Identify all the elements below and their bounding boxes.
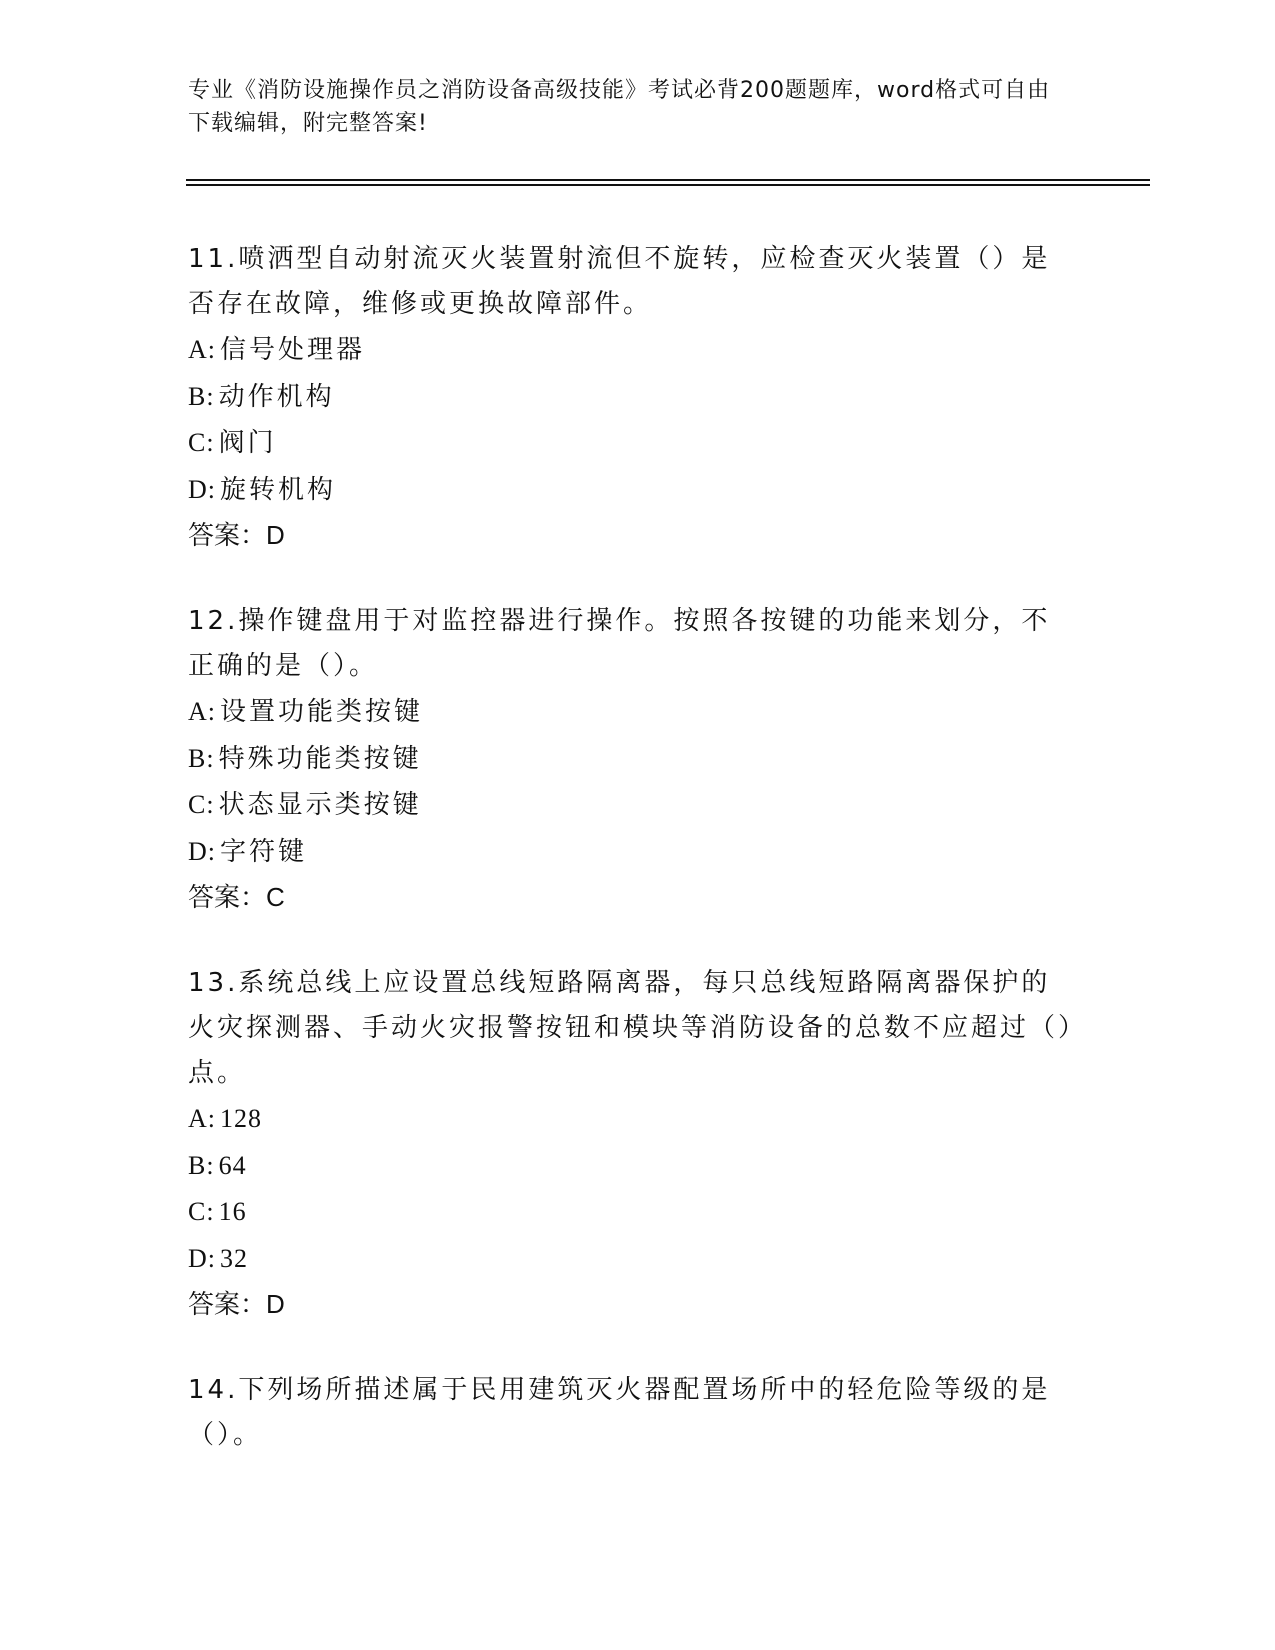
- answer-value: D: [266, 1289, 285, 1319]
- answer-label: 答案：: [188, 521, 267, 551]
- option-c: [188, 1189, 1078, 1236]
- option-text: 128: [220, 1104, 262, 1133]
- header-divider-bottom: [186, 184, 1150, 186]
- option-text: 信号处理器: [220, 335, 366, 365]
- option-letter: A:: [188, 1104, 216, 1133]
- answer-label: 答案：: [188, 1290, 267, 1320]
- option-letter: D:: [188, 1243, 216, 1273]
- question-text: 13.系统总线上应设置总线短路隔离器，每只总线短路隔离器保护的火灾探测器、手动火灾报警按钮和模块等消防设备的总数不应超过（）点。: [188, 968, 1075, 1088]
- question-12: [188, 599, 1078, 921]
- option-letter: B:: [188, 743, 215, 773]
- option-d: [188, 467, 1078, 514]
- question-14: [188, 1368, 1078, 1458]
- answer-label: 答案：: [188, 883, 267, 913]
- option-b: [188, 736, 1078, 783]
- option-letter: B:: [188, 381, 215, 411]
- option-text: 状态显示类按键: [218, 790, 422, 820]
- option-text: 32: [220, 1243, 248, 1273]
- option-text: 64: [218, 1150, 247, 1180]
- document-header: 专业《消防设施操作员之消防设备高级技能》考试必背200题题库，word格式可自由下载编辑，附完整答案!: [188, 78, 1051, 136]
- option-letter: A:: [188, 697, 216, 726]
- question-list: [188, 237, 1078, 1498]
- option-text: 特殊功能类按键: [218, 743, 422, 774]
- option-c: [188, 420, 1078, 467]
- answer-value: C: [266, 882, 285, 912]
- option-text: 设置功能类按键: [220, 697, 424, 727]
- option-a: [188, 1096, 1078, 1143]
- option-b: [188, 1143, 1078, 1190]
- option-text: 动作机构: [218, 381, 335, 412]
- option-text: 字符键: [220, 836, 308, 867]
- option-letter: A:: [188, 335, 216, 364]
- option-text: 阀门: [218, 428, 277, 458]
- answer-line: [188, 875, 1078, 921]
- option-letter: C:: [188, 428, 215, 457]
- option-d: [188, 829, 1078, 876]
- option-a: [188, 689, 1078, 736]
- answer-line: [188, 513, 1078, 559]
- question-13: [188, 961, 1078, 1328]
- option-text: 旋转机构: [220, 474, 337, 505]
- answer-value: D: [266, 520, 285, 550]
- option-letter: D:: [188, 836, 216, 866]
- question-text: 14.下列场所描述属于民用建筑灭火器配置场所中的轻危险等级的是（）。: [188, 1375, 1051, 1450]
- option-letter: B:: [188, 1150, 215, 1180]
- question-text: 11.喷洒型自动射流灭火装置射流但不旋转，应检查灭火装置（）是否存在故障，维修或更换故障部件。: [188, 244, 1051, 319]
- option-c: [188, 782, 1078, 829]
- option-b: [188, 374, 1078, 421]
- answer-line: [188, 1282, 1078, 1328]
- header-divider-top: [186, 179, 1150, 181]
- option-letter: D:: [188, 474, 216, 504]
- option-text: 16: [218, 1197, 247, 1226]
- question-text: 12.操作键盘用于对监控器进行操作。按照各按键的功能来划分，不正确的是（）。: [188, 606, 1051, 681]
- option-d: [188, 1236, 1078, 1283]
- option-letter: C:: [188, 1197, 215, 1226]
- option-a: [188, 327, 1078, 374]
- option-letter: C:: [188, 790, 215, 819]
- question-11: [188, 237, 1078, 559]
